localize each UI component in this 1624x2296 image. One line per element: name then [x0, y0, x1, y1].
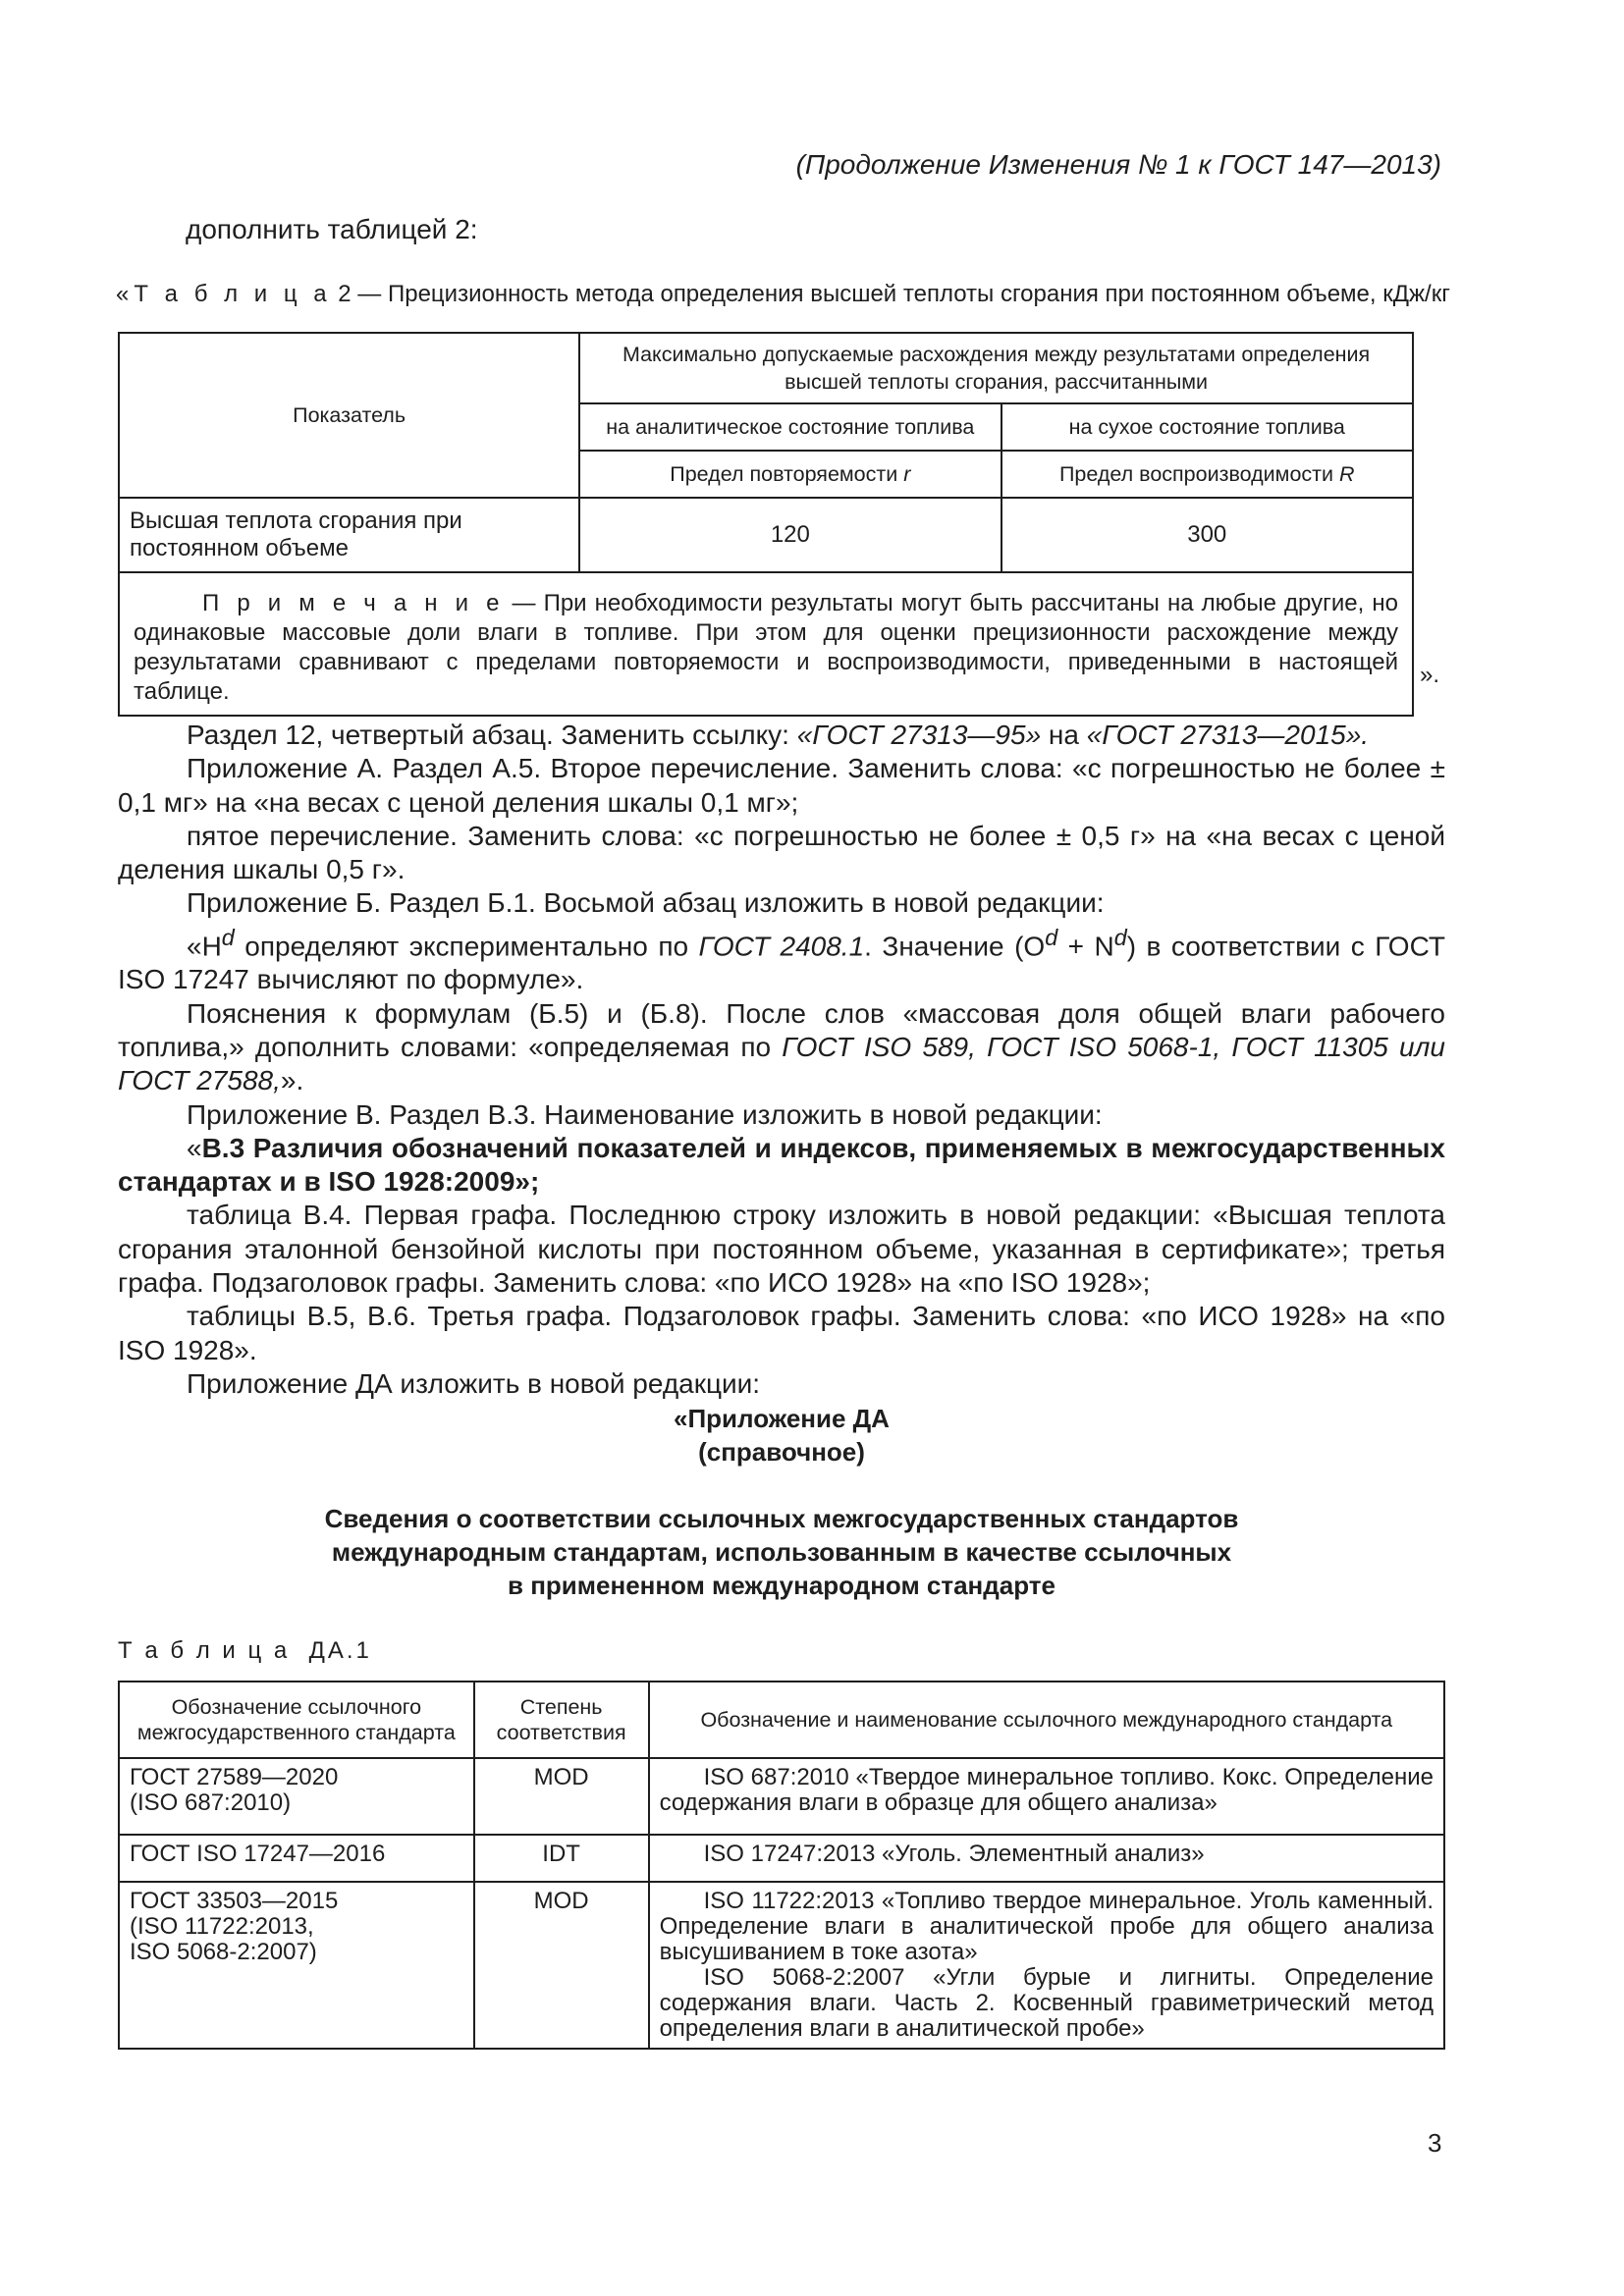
row-value-dry: 300: [1001, 498, 1414, 572]
text-run: определяют экспериментально по: [234, 931, 699, 962]
paragraph-section-v3-title: [118, 1132, 1445, 1200]
header-analytic-state: на аналитическое состояние топлива: [579, 403, 1001, 451]
description-text: ISO 5068-2:2007 «Угли бурые и лигниты. Определение содержания влаги. Часть 2. Косвенный гравиметрический метод определения влаги в аналитической пробе»: [659, 1964, 1434, 2042]
note-text: — При необходимости результаты могут быть рассчитаны на любые другие, но одинаковые массовые доли влаги в топливе. При этом для оценки прецизионности расхождение между результатами сравнивают с пределами повторяемости и воспроизводимости, приведенными в настоящей таблице.: [134, 590, 1398, 705]
text-run: Раздел 12, четвертый абзац. Заменить ссылку:: [187, 720, 797, 750]
appendix-title-line: Сведения о соответствии ссылочных межгосударственных стандартов: [324, 1504, 1239, 1533]
row-value-analytic: 120: [579, 498, 1001, 572]
standard-line: ГОСТ 33503—2015: [130, 1888, 339, 1914]
degree-cell: MOD: [474, 1758, 649, 1835]
table-2-note: [119, 572, 1413, 716]
repeatability-symbol: r: [903, 462, 911, 486]
text-run: «: [187, 1132, 202, 1163]
row-label: Высшая теплота сгорания при постоянном объеме: [119, 498, 579, 572]
text-run: Пояснения к формулам (Б.5) и (Б.8). После слов «массовая доля общей влаги рабочего топлива,» дополнить словами: «определяемая по: [118, 997, 1445, 1062]
text-run: ».: [280, 1065, 304, 1096]
standard-line: (ISO 687:2010): [130, 1789, 292, 1816]
standard-line: (ISO 11722:2013,: [130, 1913, 314, 1940]
superscript: d: [1113, 924, 1127, 950]
header-dry-state: на сухое состояние топлива: [1001, 403, 1414, 451]
column-header-standard: Обозначение ссылочного межгосударственного стандарта: [119, 1682, 474, 1758]
text-run: + N: [1057, 931, 1114, 962]
appendix-title: [118, 1502, 1445, 1602]
table-row: [119, 1835, 1444, 1882]
table-2-closing-quote: ».: [1420, 662, 1440, 688]
standard-cell: [119, 1835, 474, 1882]
table-da1: [118, 1681, 1445, 2050]
superscript: d: [221, 924, 235, 950]
standard-line: ГОСТ ISO 17247—2016: [130, 1841, 386, 1867]
text-run-italic: ГОСТ 2408.1: [698, 931, 865, 962]
reproducibility-symbol: R: [1339, 462, 1355, 486]
text-run-italic: «ГОСТ 27313—2015».: [1086, 720, 1370, 750]
running-head: (Продолжение Изменения № 1 к ГОСТ 147—2013): [795, 149, 1441, 180]
description-cell: [649, 1835, 1444, 1882]
table-2-label: «Т а б л и ц а: [116, 281, 332, 307]
text-run: на: [1041, 720, 1087, 750]
paragraph-fifth-item: пятое перечисление. Заменить слова: «с погрешностью не более ± 0,5 г» на «на весах с ценой деления шкалы 0,5 г».: [118, 820, 1445, 885]
intro-text: дополнить таблицей 2:: [186, 214, 478, 244]
header-indicator: Показатель: [119, 333, 579, 498]
header-max-deviation: Максимально допускаемые расхождения между результатами определения высшей теплоты сгорания, рассчитанными: [579, 333, 1413, 403]
description-text: ISO 17247:2013 «Уголь. Элементный анализ»: [703, 1841, 1205, 1867]
degree-cell: MOD: [474, 1882, 649, 2049]
text-run-italic: ГОСТ ISO 589, ГОСТ ISO 5068-1, ГОСТ 11305 или ГОСТ 27588,: [118, 1032, 1445, 1096]
paragraph-appendix-a: Приложение А. Раздел А.5. Второе перечисление. Заменить слова: «с погрешностью не более ± 0,1 мг» на «на весах с ценой деления шкалы 0,1 мг»;: [118, 753, 1445, 818]
description-cell: [649, 1758, 1444, 1835]
appendix-label: «Приложение ДА: [674, 1404, 890, 1433]
table-2-caption: 2 — Прецизионность метода определения высшей теплоты сгорания при постоянном объеме, кДж/кг: [331, 281, 1450, 307]
paragraph-tables-v5-v6: таблицы В.5, В.6. Третья графа. Подзаголовок графы. Заменить слова: «по ИСО 1928» на «по ISO 1928».: [118, 1301, 1445, 1365]
table-2: [118, 332, 1414, 717]
appendix-title-line: в примененном международном стандарте: [508, 1571, 1056, 1600]
appendix-title-line: международным стандартам, использованным в качестве ссылочных: [331, 1537, 1232, 1567]
standard-cell: [119, 1758, 474, 1835]
text-run: . Значение (O: [864, 931, 1046, 962]
paragraph-appendix-b: Приложение Б. Раздел Б.1. Восьмой абзац изложить в новой редакции:: [187, 887, 1105, 919]
text-run: ) в соответствии с ГОСТ ISO 17247 вычисляют по формуле».: [118, 931, 1445, 995]
paragraph-appendix-v: Приложение В. Раздел В.3. Наименование изложить в новой редакции:: [187, 1098, 1103, 1130]
note-label: П р и м е ч а н и е: [202, 590, 505, 616]
description-text: ISO 11722:2013 «Топливо твердое минеральное. Уголь каменный. Определение влаги в аналитической пробе для общего анализа высушиванием в токе азота»: [659, 1888, 1434, 1965]
paragraph-table-v4: таблица В.4. Первая графа. Последнюю строку изложить в новой редакции: «Высшая теплота сгорания эталонной бензойной кислоты при постоянном объеме, указанная в сертификате»; третья графа. Подзаголовок графы. Заменить слова: «по ИСО 1928» на «по ISO 1928»;: [118, 1200, 1445, 1299]
superscript: d: [1045, 924, 1058, 950]
appendix-heading: [118, 1402, 1445, 1468]
degree-cell: IDT: [474, 1835, 649, 1882]
amendment-text: [118, 719, 1445, 1401]
table-row: [119, 1758, 1444, 1835]
column-header-description: Обозначение и наименование ссылочного международного стандарта: [649, 1682, 1444, 1758]
page-number: 3: [1428, 2128, 1442, 2158]
paragraph-section-12: [118, 719, 1445, 752]
description-cell: [649, 1882, 1444, 2049]
header-reproducibility: [1001, 451, 1414, 498]
header-repeatability: [579, 451, 1001, 498]
repeatability-label: Предел повторяемости: [670, 462, 898, 486]
paragraph-appendix-da: Приложение ДА изложить в новой редакции:: [187, 1367, 761, 1399]
standard-line: ГОСТ 27589—2020: [130, 1764, 339, 1790]
table-da1-title: Т а б л и ц а ДА.1: [118, 1637, 372, 1664]
paragraph-formula-text: [118, 921, 1445, 997]
reproducibility-label: Предел воспроизводимости: [1058, 462, 1334, 486]
standard-line: ISO 5068-2:2007): [130, 1939, 317, 1965]
table-2-title: [116, 281, 1450, 308]
text-run: «H: [187, 931, 222, 962]
table-row: [119, 1882, 1444, 2049]
text-run-italic: «ГОСТ 27313—95»: [796, 720, 1042, 750]
paragraph-formula-explanations: [118, 997, 1445, 1098]
appendix-status: (справочное): [698, 1437, 865, 1467]
standard-cell: [119, 1882, 474, 2049]
description-text: ISO 687:2010 «Твердое минеральное топливо. Кокс. Определение содержания влаги в образце для общего анализа»: [659, 1764, 1434, 1816]
text-run-bold: В.3 Различия обозначений показателей и индексов, применяемых в межгосударственных стандартах и в ISO 1928:2009»;: [118, 1132, 1445, 1198]
column-header-degree: Степень соответствия: [474, 1682, 649, 1758]
